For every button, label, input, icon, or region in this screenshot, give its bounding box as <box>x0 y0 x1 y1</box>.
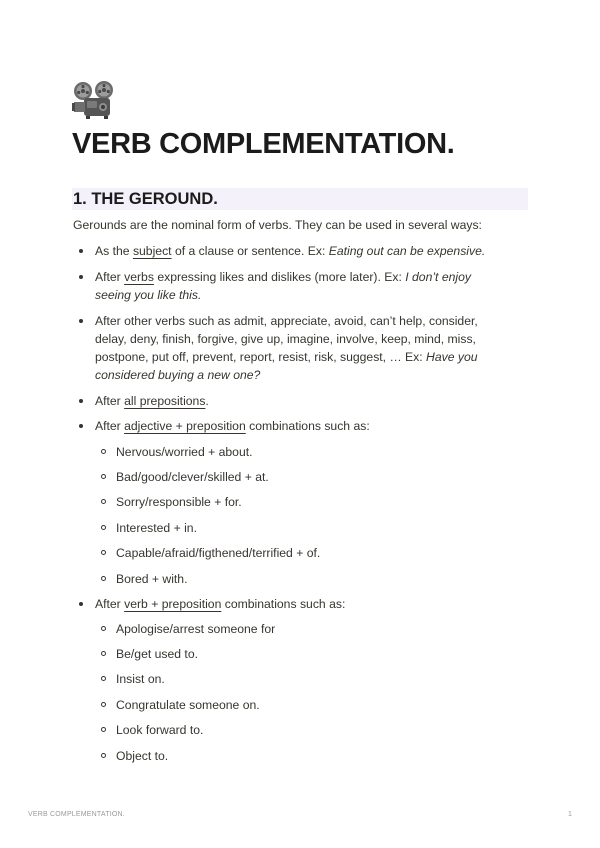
hollow-bullet-icon <box>101 474 106 479</box>
footer-page-number: 1 <box>568 811 572 818</box>
sub-list-item-text: Congratulate someone on. <box>116 698 260 712</box>
sub-list-item-text: Sorry/responsible + for. <box>116 495 242 509</box>
list-item-text: As the subject of a clause or sentence. Ex: Eating out can be expensive. <box>95 244 486 258</box>
intro-paragraph: Gerounds are the nominal form of verbs. They can be used in several ways: <box>73 218 482 232</box>
underlined-term: verbs <box>124 270 154 284</box>
hollow-bullet-icon <box>101 702 106 707</box>
section-heading: 1. THE GEROUND. <box>73 190 218 208</box>
hollow-bullet-icon <box>101 449 106 454</box>
hollow-bullet-icon <box>101 676 106 681</box>
list-item-text: After all prepositions. <box>95 394 209 408</box>
hollow-bullet-icon <box>101 753 106 758</box>
bullet-icon <box>79 275 83 279</box>
example-text: Have you considered buying a new one? <box>95 350 478 382</box>
bullet-icon <box>79 602 83 606</box>
bullet-icon <box>79 319 83 323</box>
hollow-bullet-icon <box>101 499 106 504</box>
film-projector-icon <box>72 80 116 120</box>
sub-list-item-text: Look forward to. <box>116 723 204 737</box>
sub-list-item-text: Capable/afraid/figthened/terrified + of. <box>116 546 321 560</box>
hollow-bullet-icon <box>101 651 106 656</box>
bullet-icon <box>79 424 83 428</box>
underlined-term: verb + preposition <box>124 597 222 611</box>
hollow-bullet-icon <box>101 727 106 732</box>
section-heading-block <box>72 188 528 210</box>
hollow-bullet-icon <box>101 576 106 581</box>
sub-list-item-text: Apologise/arrest someone for <box>116 622 276 636</box>
list-item-text: After adjective + preposition combinations such as: <box>95 419 370 433</box>
bullet-icon <box>79 399 83 403</box>
example-text: Eating out can be expensive. <box>328 244 486 258</box>
page-title: VERB COMPLEMENTATION. <box>72 128 455 160</box>
underlined-term: all prepositions <box>124 394 206 408</box>
list-item-text: After verbs expressing likes and dislikes (more later). Ex: I don’t enjoy seeing you like this. <box>95 270 471 302</box>
hollow-bullet-icon <box>101 550 106 555</box>
underlined-term: subject <box>132 244 172 258</box>
list-item-text: After other verbs such as admit, appreciate, avoid, can’t help, consider, delay, deny, finish, forgive, give up, imagine, involve, keep, mind, miss, postpone, put off, prevent, report, resist, risk, suggest, … Ex: Have you considered buying a new one? <box>95 314 478 382</box>
sub-list-item-text: Interested + in. <box>116 521 197 535</box>
underlined-term: adjective + preposition <box>124 419 246 433</box>
footer-title: VERB COMPLEMENTATION. <box>28 811 125 818</box>
sub-list-item-text: Be/get used to. <box>116 647 198 661</box>
hollow-bullet-icon <box>101 626 106 631</box>
bullet-icon <box>79 249 83 253</box>
sub-list-item-text: Insist on. <box>116 672 165 686</box>
hollow-bullet-icon <box>101 525 106 530</box>
sub-list-item-text: Object to. <box>116 749 169 763</box>
sub-list-item-text: Bad/good/clever/skilled + at. <box>116 470 269 484</box>
sub-list-item-text: Nervous/worried + about. <box>116 445 253 459</box>
list-item-text: After verb + preposition combinations such as: <box>95 597 346 611</box>
sub-list-item-text: Bored + with. <box>116 572 188 586</box>
example-text: I don’t enjoy seeing you like this. <box>95 270 471 302</box>
